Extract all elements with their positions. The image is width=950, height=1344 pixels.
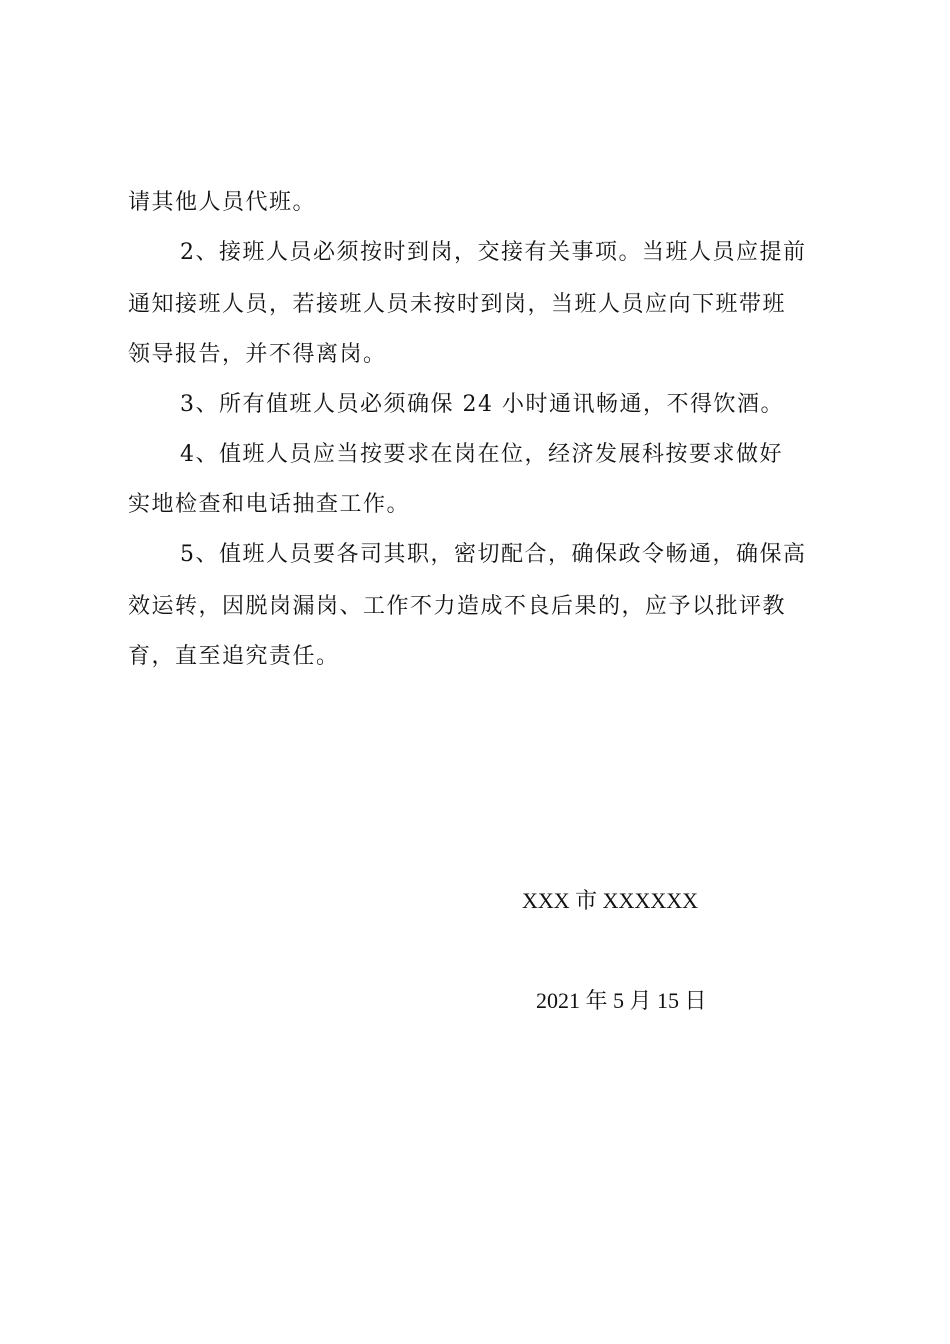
item-2-line-3: 领导报告，并不得离岗。 (128, 342, 387, 367)
signature-date: 2021 年 5 月 15 日 (536, 988, 707, 1013)
item-5-line-2: 效运转，因脱岗漏岗、工作不力造成不良后果的，应予以批评教 (128, 594, 787, 619)
signature-org: XXX 市 XXXXXX (522, 888, 698, 913)
item-4-line-2: 实地检查和电话抽查工作。 (128, 492, 411, 517)
item-2-line-1: 2、接班人员必须按时到岗，交接有关事项。当班人员应提前 (180, 240, 807, 265)
item-2-line-2: 通知接班人员，若接班人员未按时到岗，当班人员应向下班带班 (128, 292, 787, 317)
item-5-line-1: 5、值班人员要各司其职，密切配合，确保政令畅通，确保高 (180, 542, 807, 567)
item-3-line-1: 3、所有值班人员必须确保 24 小时通讯畅通，不得饮酒。 (180, 392, 784, 417)
item-4-line-1: 4、值班人员应当按要求在岗在位，经济发展科按要求做好 (180, 442, 783, 467)
paragraph-continuation: 请其他人员代班。 (128, 190, 317, 215)
item-5-line-3: 育，直至追究责任。 (128, 644, 340, 669)
